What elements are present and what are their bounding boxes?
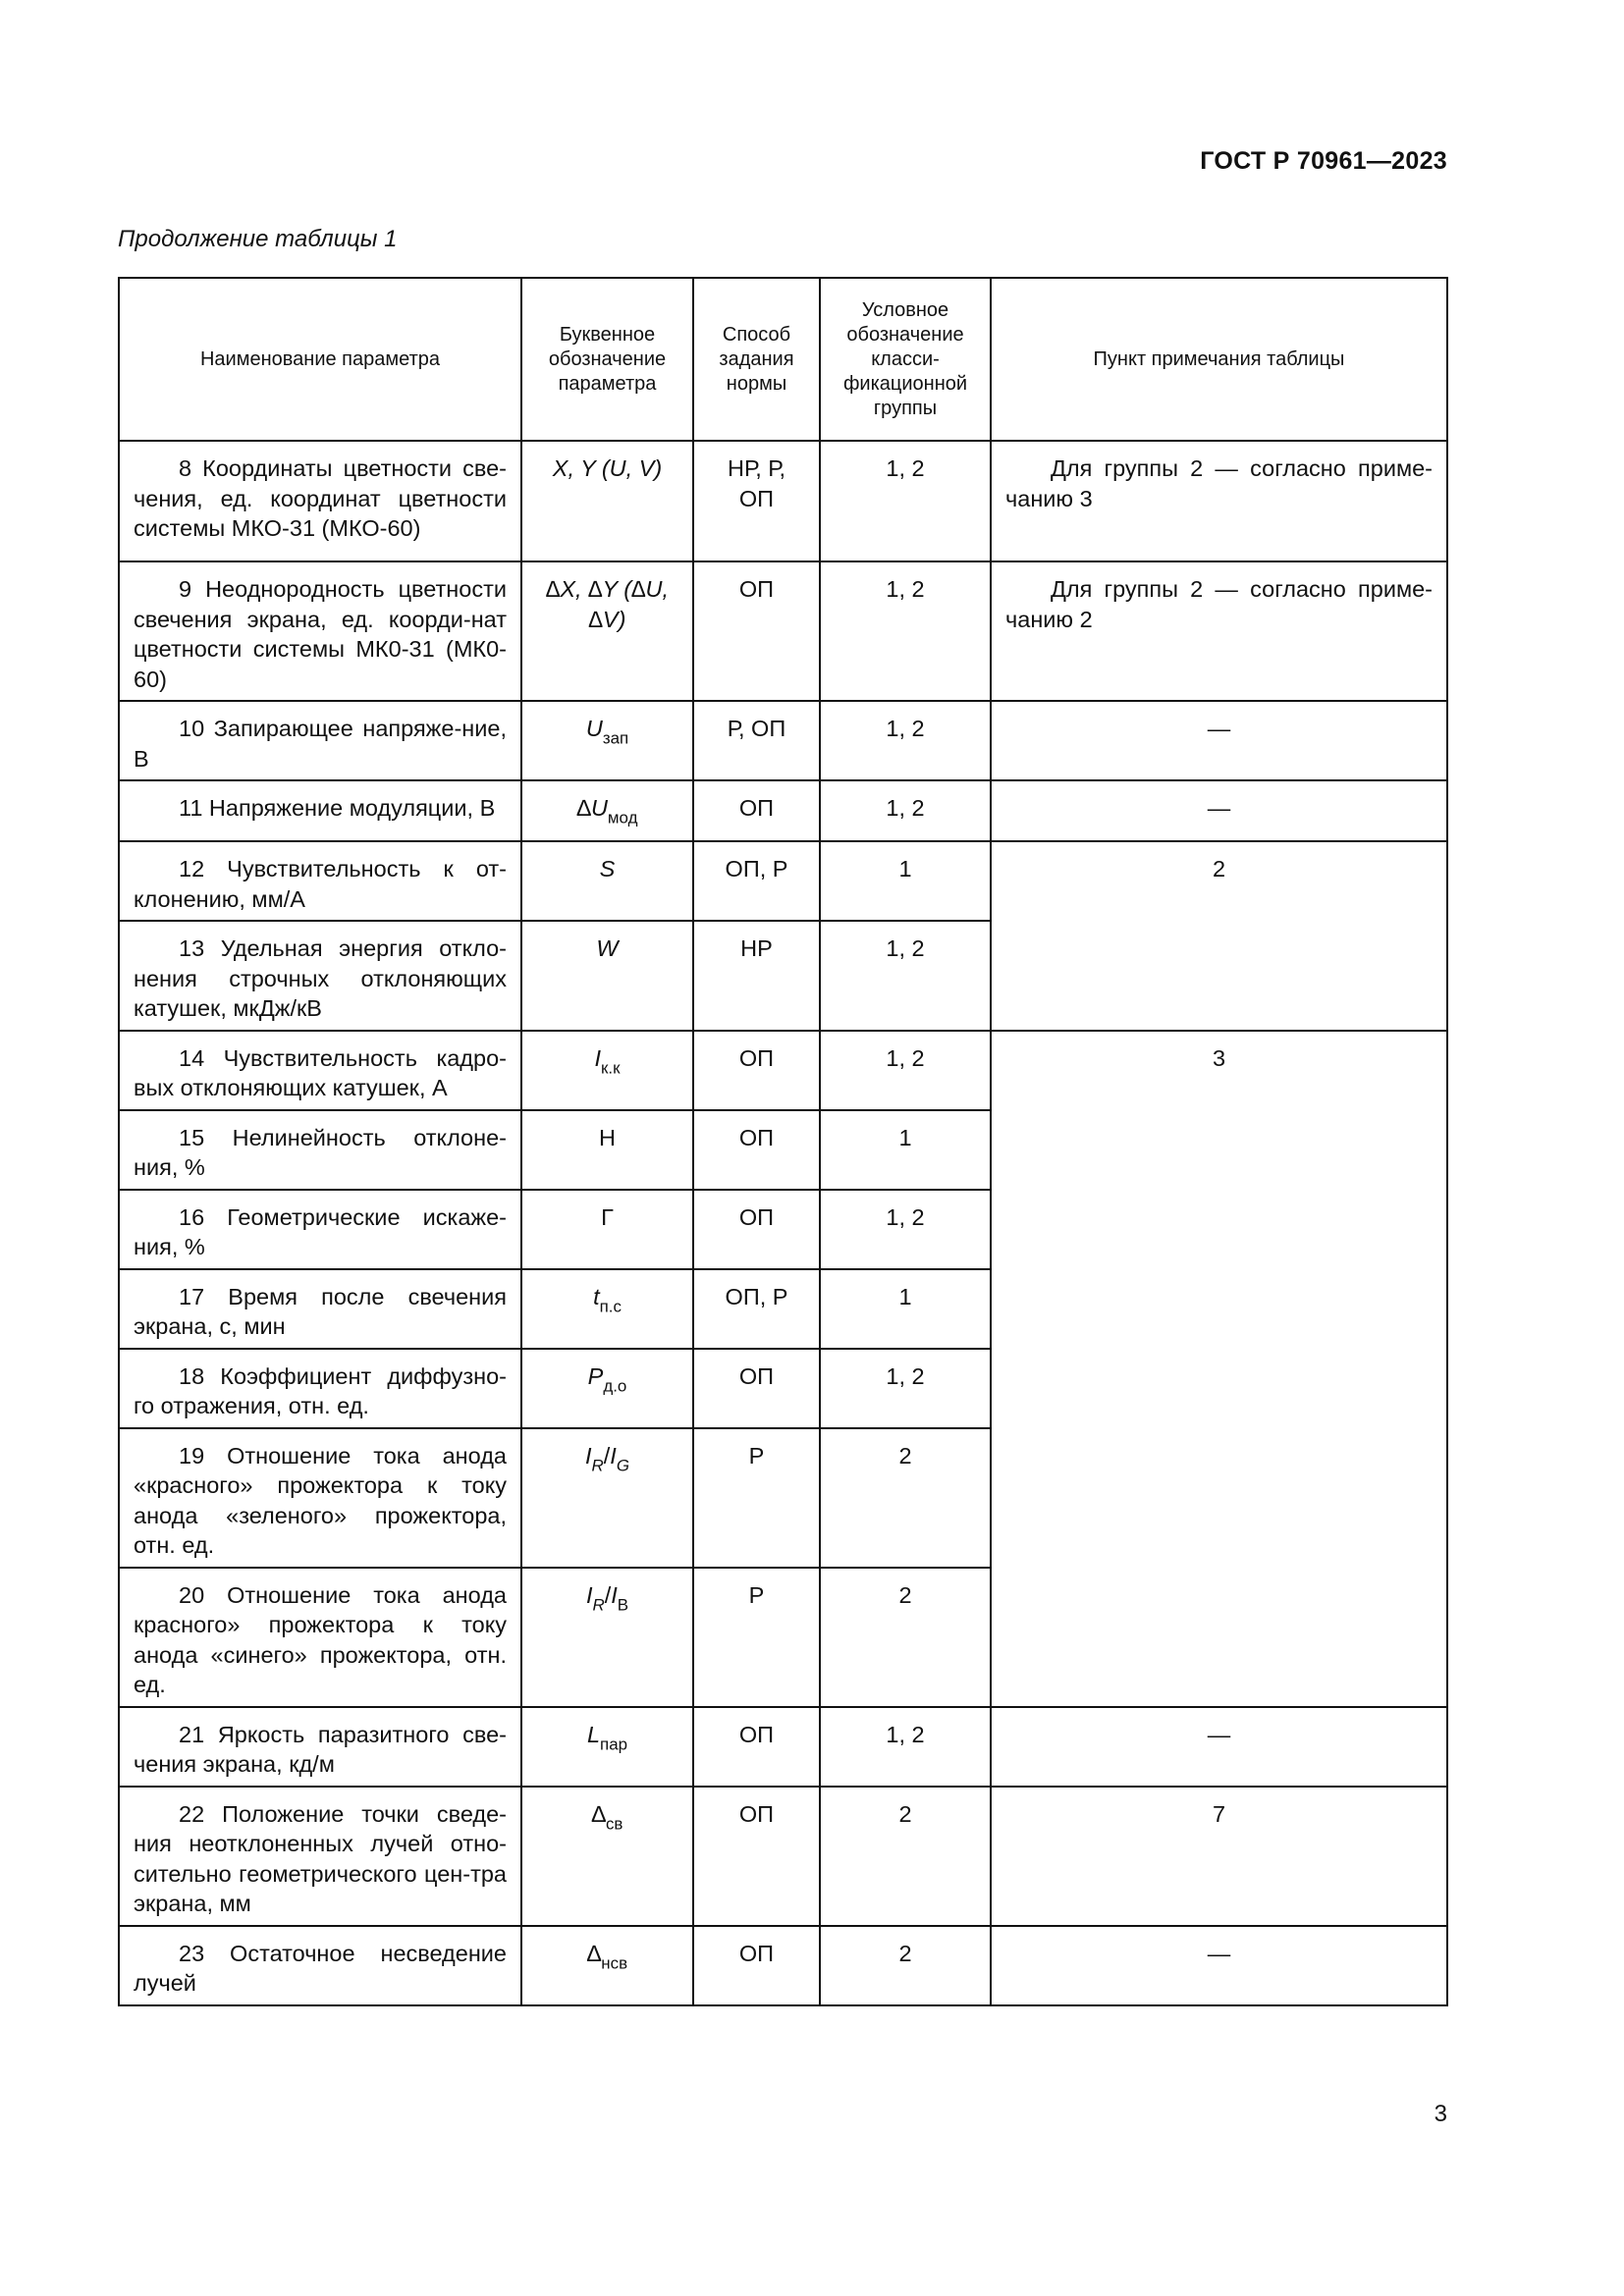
param-note: — [991,1926,1447,2005]
param-name: 15 Нелинейность отклоне-ния, % [119,1110,521,1190]
param-symbol: Н [521,1110,693,1190]
param-name: 22 Положение точки сведе-ния неотклоненных лучей отно-сительно геометрического цен-тра экрана, мм [119,1787,521,1926]
column-header-name: Наименование параметра [119,278,521,441]
param-note: 7 [991,1787,1447,1926]
symbol-slash: / [604,1581,612,1608]
param-method: ОП [693,1031,820,1110]
param-method: Р, ОП [693,701,820,780]
symbol-slash: / [603,1442,611,1468]
param-group: 2 [820,1428,991,1568]
param-name: 19 Отношение тока анода «красного» прожектора к току анода «зеленого» прожектора, отн. ед. [119,1428,521,1568]
param-symbol [521,1349,693,1428]
standard-code: ГОСТ Р 70961—2023 [1200,147,1447,175]
param-symbol: ∆X, ∆Y (∆U, ∆V) [521,561,693,701]
param-name: 21 Яркость паразитного све-чения экрана, кд/м [119,1707,521,1787]
symbol-base: I [610,1442,617,1468]
param-symbol [521,1707,693,1787]
param-group: 1, 2 [820,701,991,780]
column-header-note: Пункт примечания таблицы [991,278,1447,441]
param-group: 1, 2 [820,1190,991,1269]
symbol-subscript: R [592,1595,605,1615]
param-method: ОП [693,1787,820,1926]
symbol-base: I [585,1442,592,1468]
param-note-merged: 2 [991,841,1447,1031]
param-group: 1, 2 [820,1031,991,1110]
param-group: 2 [820,1787,991,1926]
table-row [119,1707,1447,1787]
param-group: 1, 2 [820,561,991,701]
symbol-prefix: ∆ [586,1940,602,1966]
param-method: ОП [693,1926,820,2005]
symbol-subscript: мод [607,808,638,828]
table-row [119,1787,1447,1926]
param-group: 1, 2 [820,1349,991,1428]
symbol-base: I [585,1581,593,1608]
table-row [119,841,1447,921]
table-caption: Продолжение таблицы 1 [118,226,398,252]
symbol-subscript: G [616,1456,629,1475]
table-row [119,441,1447,561]
param-note: — [991,701,1447,780]
param-method: ОП, Р [693,841,820,921]
param-note: — [991,780,1447,841]
symbol-subscript: нсв [601,1953,628,1973]
param-name: 17 Время после свечения экрана, с, мин [119,1269,521,1349]
param-group: 1, 2 [820,921,991,1031]
param-symbol [521,1787,693,1926]
param-symbol [521,1926,693,2005]
symbol-base: L [586,1721,601,1747]
parameters-table [118,277,1448,2006]
table-row [119,561,1447,701]
symbol-base: t [593,1283,600,1309]
param-method: Р [693,1568,820,1707]
param-note-merged: 3 [991,1031,1447,1707]
table-row [119,1926,1447,2005]
symbol-subscript: д.о [603,1376,627,1396]
column-header-method: Способ задания нормы [693,278,820,441]
param-method: ОП, Р [693,1269,820,1349]
symbol-subscript: св [605,1814,623,1834]
param-name: 9 Неоднородность цветности свечения экрана, ед. коорди-нат цветности системы МК0-31 (МК0-60) [119,561,521,701]
param-symbol: S [521,841,693,921]
param-name: 11 Напряжение модуляции, В [119,780,521,841]
param-name: 16 Геометрические искаже-ния, % [119,1190,521,1269]
table-row [119,701,1447,780]
symbol-base: I [594,1044,602,1071]
param-note: — [991,1707,1447,1787]
param-group: 1, 2 [820,1707,991,1787]
param-method: ОП [693,1110,820,1190]
param-name: 20 Отношение тока анода красного» прожектора к току анода «синего» прожектора, отн. ед. [119,1568,521,1707]
param-name: 23 Остаточное несведение лучей [119,1926,521,2005]
column-header-group: Условное обозначение класси-фикационной группы [820,278,991,441]
symbol-subscript: пар [600,1735,628,1754]
param-name: 12 Чувствительность к от-клонению, мм/А [119,841,521,921]
param-symbol [521,1031,693,1110]
symbol-subscript: к.к [601,1058,621,1078]
param-symbol [521,1568,693,1707]
symbol-subscript: B [617,1595,629,1615]
param-group: 1 [820,1269,991,1349]
symbol-base: U [590,795,608,821]
param-method: НР [693,921,820,1031]
symbol-base: U [585,716,603,741]
symbol-base: I [611,1581,618,1608]
table-header-row [119,278,1447,441]
param-group: 1, 2 [820,780,991,841]
param-symbol [521,1269,693,1349]
param-group: 2 [820,1926,991,2005]
page-number: 3 [1434,2101,1447,2127]
param-method: ОП [693,1707,820,1787]
param-method: ОП [693,561,820,701]
param-symbol [521,780,693,841]
param-method: ОП [693,1190,820,1269]
param-symbol [521,1428,693,1568]
param-note: Для группы 2 — согласно приме-чанию 2 [991,561,1447,701]
table-row [119,780,1447,841]
symbol-subscript: R [591,1456,604,1475]
param-name: 14 Чувствительность кадро-вых отклоняющих катушек, А [119,1031,521,1110]
param-symbol: Г [521,1190,693,1269]
param-name: 18 Коэффициент диффузно-го отражения, отн. ед. [119,1349,521,1428]
param-name: 8 Координаты цветности све-чения, ед. координат цветности системы МКО-31 (МКО-60) [119,441,521,561]
param-symbol [521,701,693,780]
param-note: Для группы 2 — согласно приме-чанию 3 [991,441,1447,561]
symbol-subscript: п.с [599,1297,622,1316]
param-group: 1 [820,841,991,921]
param-group: 1 [820,1110,991,1190]
symbol-prefix: ∆ [576,795,591,821]
param-group: 1, 2 [820,441,991,561]
param-method: ОП [693,1349,820,1428]
param-symbol: W [521,921,693,1031]
param-method: ОП [693,780,820,841]
symbol-prefix: ∆ [591,1800,606,1827]
param-method: Р [693,1428,820,1568]
symbol-subscript: зап [602,728,629,748]
param-group: 2 [820,1568,991,1707]
table-row [119,1031,1447,1110]
param-name: 10 Запирающее напряже-ние, В [119,701,521,780]
param-name: 13 Удельная энергия откло-нения строчных отклоняющих катушек, мкДж/кВ [119,921,521,1031]
symbol-base: P [587,1362,604,1389]
param-method: НР, Р, ОП [693,441,820,561]
column-header-symbol: Буквенное обозначение параметра [521,278,693,441]
param-symbol: X, Y (U, V) [521,441,693,561]
